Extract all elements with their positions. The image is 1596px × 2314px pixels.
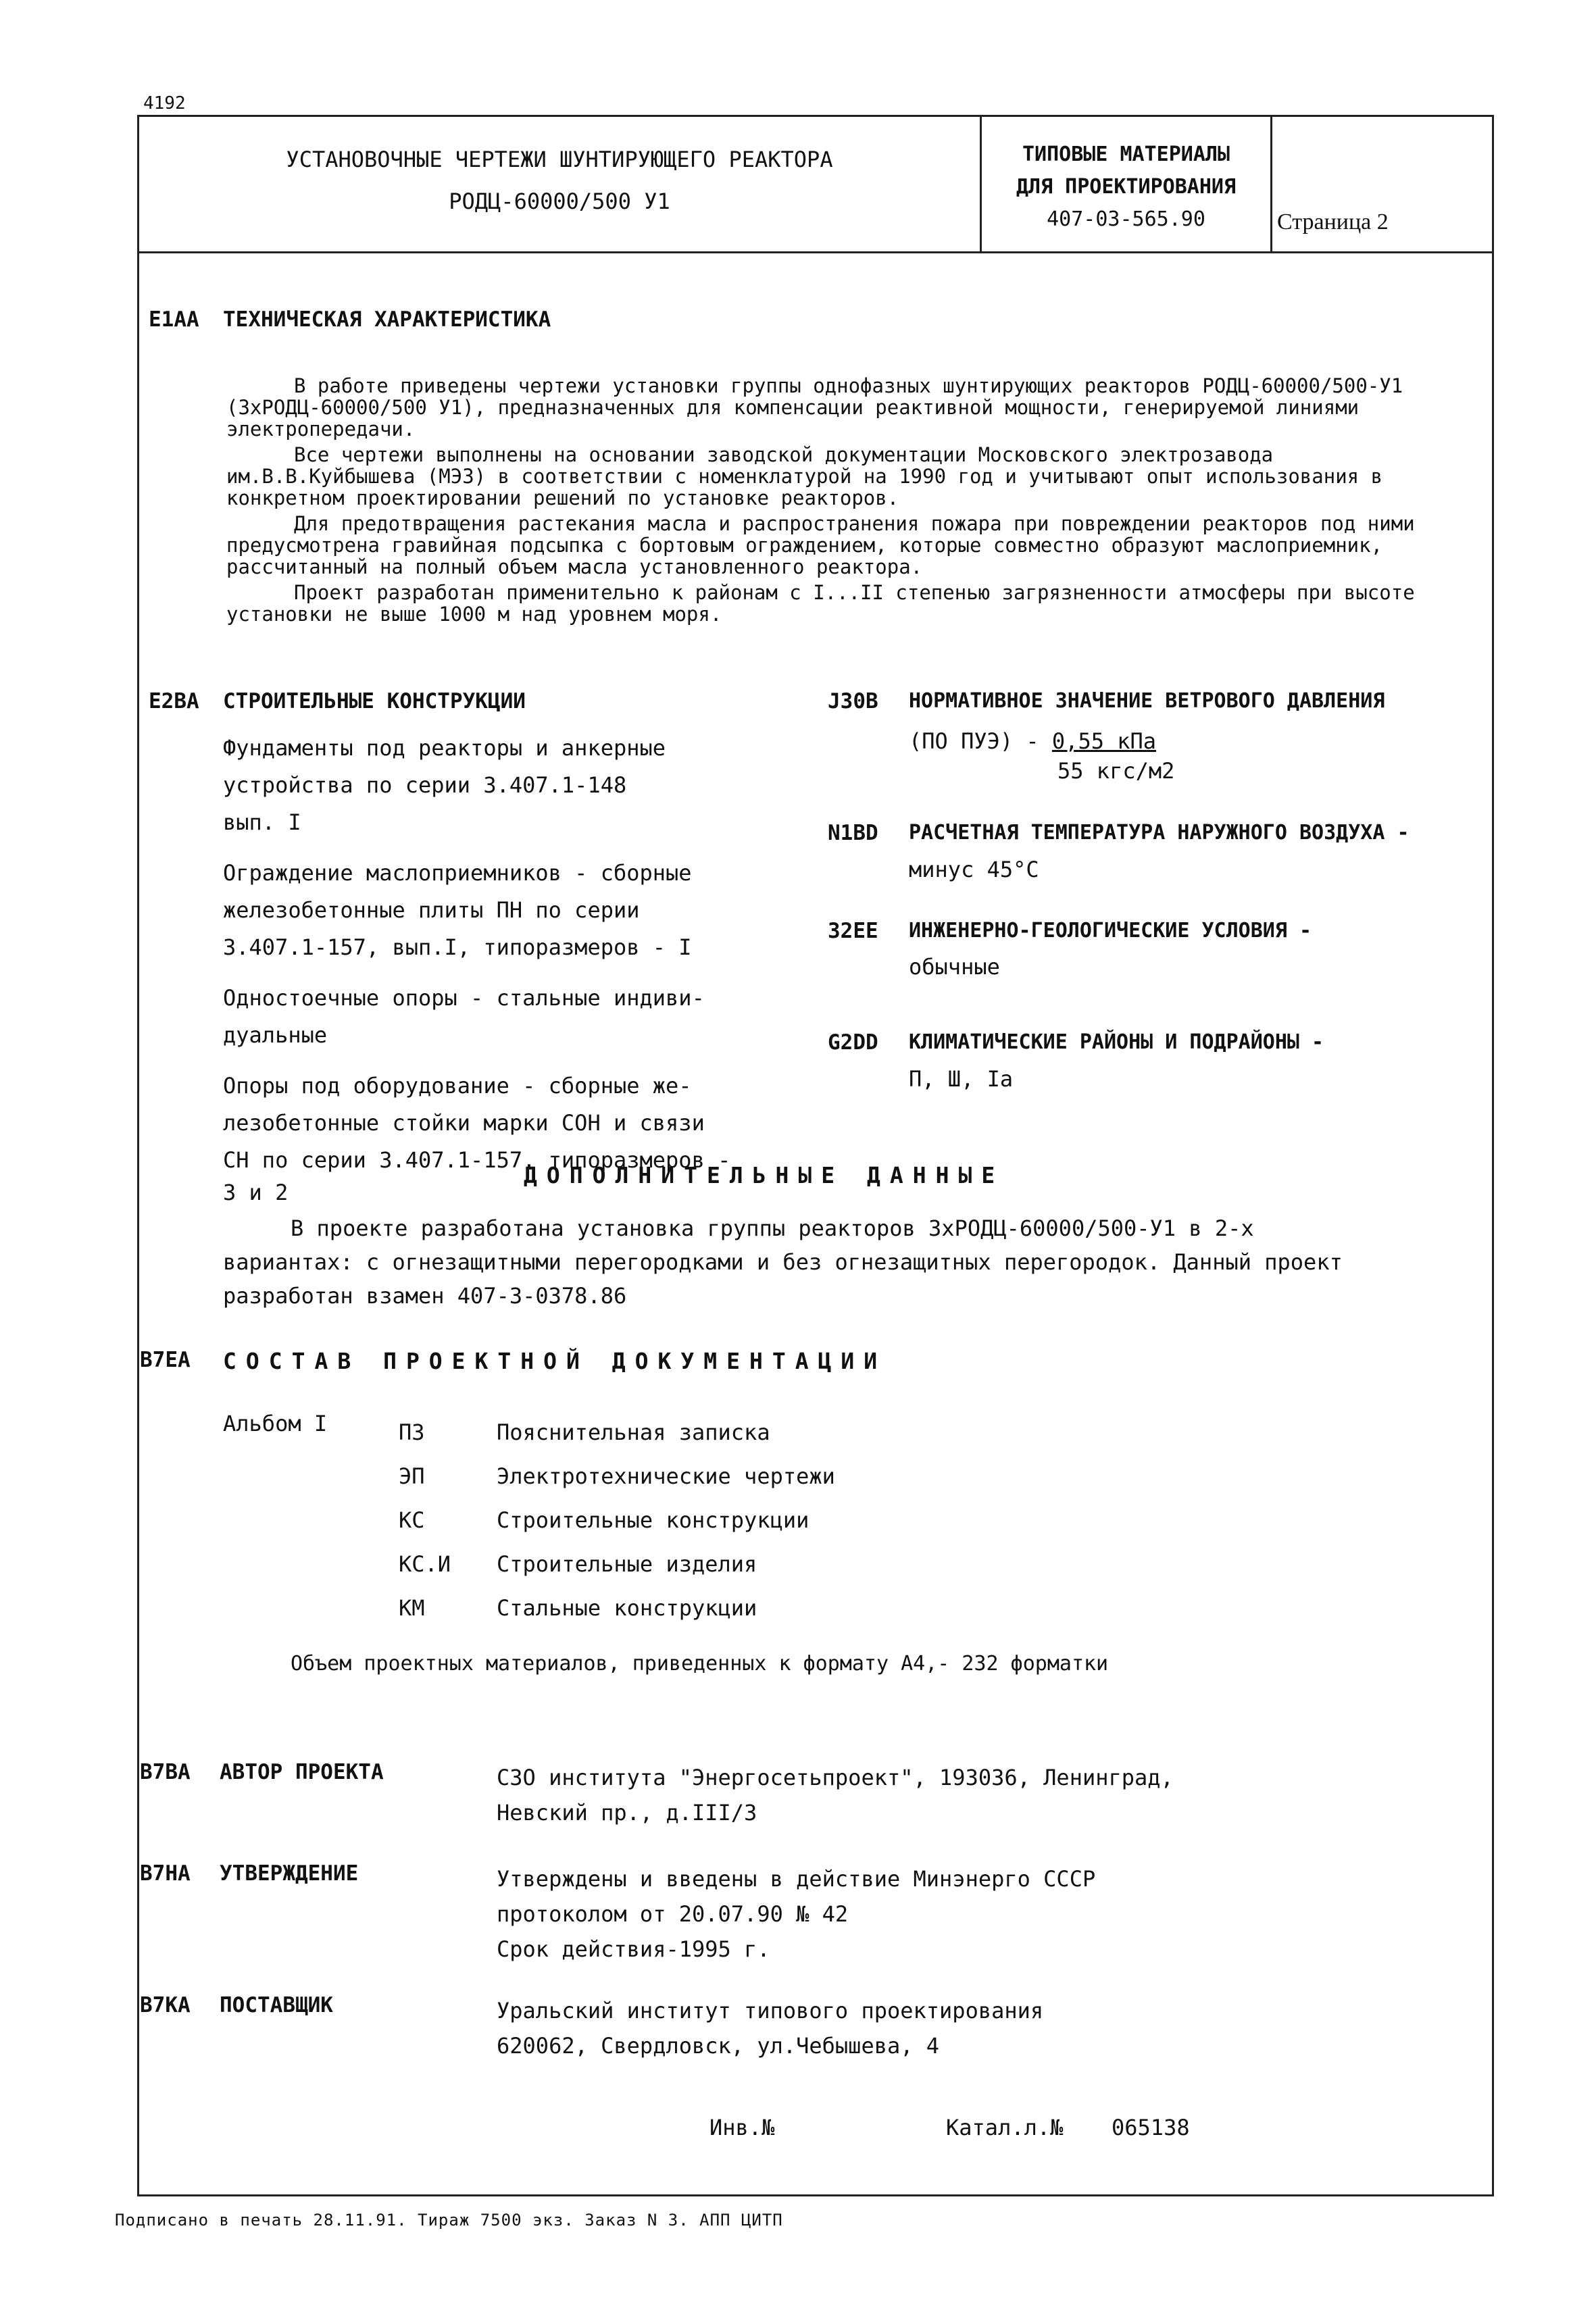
doc-code: ПЗ xyxy=(399,1419,425,1445)
construct-line: вып. I xyxy=(223,809,301,835)
wind-title: НОРМАТИВНОЕ ЗНАЧЕНИЕ ВЕТРОВОГО ДАВЛЕНИЯ xyxy=(909,689,1385,713)
supplier-line-2: 620062, Свердловск, ул.Чебышева, 4 xyxy=(497,2033,940,2059)
approval-body xyxy=(497,1861,1095,1967)
approval-line-1: Утверждены и введены в действие Минэнерго СССР xyxy=(497,1866,1096,1892)
header-title-line1: УСТАНОВОЧНЫЕ ЧЕРТЕЖИ ШУНТИРУЮЩЕГО РЕАКТОРА xyxy=(286,147,833,172)
inventory-label: Инв.№ xyxy=(709,2115,775,2140)
construct-line: дуальные xyxy=(223,1022,328,1048)
page-corner-number: 4192 xyxy=(143,93,186,114)
approval-line-3: Срок действия-1995 г. xyxy=(497,1936,770,1962)
temp-title: РАСЧЕТНАЯ ТЕМПЕРАТУРА НАРУЖНОГО ВОЗДУХА - xyxy=(909,821,1410,845)
construct-line: Фундаменты под реакторы и анкерные xyxy=(223,735,666,761)
extra-line-3: разработан взамен 407-3-0378.86 xyxy=(223,1283,627,1309)
climate-code: G2DD xyxy=(828,1030,878,1055)
temp-value: минус 45°С xyxy=(909,857,1039,882)
album-label: Альбом I xyxy=(223,1411,328,1436)
doc-code: КС xyxy=(399,1507,425,1533)
catalog-number: 065138 xyxy=(1112,2115,1190,2140)
print-info: Подписано в печать 28.11.91. Тираж 7500 экз. Заказ N 3. АПП ЦИТП xyxy=(115,2211,783,2230)
approval-code: В7НА xyxy=(140,1861,191,1886)
construct-line: лезобетонные стойки марки СОН и связи xyxy=(223,1110,705,1136)
frame-left xyxy=(137,115,139,2196)
temp-code: N1ВD xyxy=(828,821,878,845)
composition-code: В7ЕА xyxy=(140,1348,191,1372)
doc-code: КС.И xyxy=(399,1551,451,1577)
wind-kgs: 55 кгс/м2 xyxy=(1057,758,1175,784)
doc-name: Стальные конструкции xyxy=(497,1595,757,1621)
typ-line3: 407-03-565.90 xyxy=(1047,207,1205,231)
header-title-line2: РОДЦ-60000/500 У1 xyxy=(449,188,670,214)
catalog-label: Катал.л.№ xyxy=(946,2115,1064,2140)
wind-prefix: (ПО ПУЭ) - xyxy=(909,728,1052,754)
climate-title: КЛИМАТИЧЕСКИЕ РАЙОНЫ И ПОДРАЙОНЫ - xyxy=(909,1030,1324,1054)
tech-body xyxy=(226,375,1449,629)
list-item xyxy=(399,1586,835,1630)
volume-note: Объем проектных материалов, приведенных к формату А4,- 232 форматки xyxy=(291,1652,1109,1676)
frame-right xyxy=(1492,115,1494,2196)
construct-line: 3 и 2 xyxy=(223,1180,289,1205)
list-item xyxy=(399,1411,835,1455)
list-item xyxy=(399,1542,835,1586)
geo-title: ИНЖЕНЕРНО-ГЕОЛОГИЧЕСКИЕ УСЛОВИЯ - xyxy=(909,919,1312,942)
supplier-line-1: Уральский институт типового проектирования xyxy=(497,1998,1044,2023)
doc-code: КМ xyxy=(399,1595,425,1621)
construct-line: 3.407.1-157, вып.I, типоразмеров - I xyxy=(223,934,692,960)
header-bottom-line xyxy=(137,251,1494,253)
approval-line-2: протоколом от 20.07.90 № 42 xyxy=(497,1901,849,1927)
construct-line: Опоры под оборудование - сборные же- xyxy=(223,1073,692,1099)
construct-line: СН по серии 3.407.1-157, типоразмеров - xyxy=(223,1147,731,1173)
doc-code: ЭП xyxy=(399,1463,425,1489)
frame-top xyxy=(137,115,1494,117)
approval-title: УТВЕРЖДЕНИЕ xyxy=(220,1861,359,1886)
composition-list xyxy=(399,1411,835,1630)
supplier-title: ПОСТАВЩИК xyxy=(220,1993,333,2017)
extra-line-1: В проекте разработана установка группы реакторов 3хРОДЦ-60000/500-У1 в 2-х xyxy=(291,1215,1254,1241)
author-line-2: Невский пр., д.III/3 xyxy=(497,1800,757,1826)
construct-title: СТРОИТЕЛЬНЫЕ КОНСТРУКЦИИ xyxy=(223,689,526,713)
tech-paragraph-1: В работе приведены чертежи установки группы однофазных шунтирующих реакторов РОДЦ-60000/500-У1 (3хРОДЦ-60000/500 У1), предназначенных для компенсации реактивной мощности, генерируемой линиями электропередачи. xyxy=(226,374,1403,441)
climate-value: П, Ш, Iа xyxy=(909,1066,1014,1092)
construct-body xyxy=(223,730,831,1206)
supplier-body xyxy=(497,1993,1043,2063)
typ-line2: ДЛЯ ПРОЕКТИРОВАНИЯ xyxy=(1016,175,1237,199)
header-title xyxy=(139,139,980,222)
tech-paragraph-2: Все чертежи выполнены на основании заводской документации Московского электрозавода им.В.В.Куйбышева (МЭЗ) в соответствии с номенклатурой на 1990 год и учитывают опыт использования в конкретном проектировании решений по установке реакторов. xyxy=(226,443,1383,509)
extra-title: ДОПОЛНИТЕЛЬНЫЕ ДАННЫЕ xyxy=(524,1162,1005,1188)
author-title: АВТОР ПРОЕКТА xyxy=(220,1760,384,1784)
construct-line: устройства по серии 3.407.1-148 xyxy=(223,772,627,798)
wind-value-row xyxy=(909,728,1156,754)
extra-body xyxy=(223,1211,1466,1313)
wind-kpa: 0,55 кПа xyxy=(1051,728,1157,754)
geo-value: обычные xyxy=(909,954,1000,980)
wind-code: J30В xyxy=(828,689,878,713)
header-divider-2 xyxy=(1270,115,1272,253)
doc-name: Строительные изделия xyxy=(497,1551,757,1577)
composition-title: СОСТАВ ПРОЕКТНОЙ ДОКУМЕНТАЦИИ xyxy=(223,1348,887,1374)
construct-line: железобетонные плиты ПН по серии xyxy=(223,897,640,923)
supplier-code: В7КА xyxy=(140,1993,191,2017)
frame-bottom xyxy=(137,2194,1494,2196)
construct-line: Одностоечные опоры - стальные индиви- xyxy=(223,985,705,1011)
tech-title: ТЕХНИЧЕСКАЯ ХАРАКТЕРИСТИКА xyxy=(223,307,551,332)
author-body xyxy=(497,1760,1174,1830)
author-code: В7ВА xyxy=(140,1760,191,1784)
tech-paragraph-3: Для предотвращения растекания масла и распространения пожара при повреждении реакторов под ними предусмотрена гравийная подсыпка с бортовым ограждением, которые совместно образуют маслоприемник, рассчитанный на полный объем масла установленного реактора. xyxy=(226,512,1415,578)
list-item xyxy=(399,1455,835,1499)
construct-line: Ограждение маслоприемников - сборные xyxy=(223,860,692,886)
geo-code: З2ЕЕ xyxy=(828,919,878,943)
extra-line-2: вариантах: с огнезащитными перегородками и без огнезащитных перегородок. Данный проект xyxy=(223,1249,1343,1275)
typ-line1: ТИПОВЫЕ МАТЕРИАЛЫ xyxy=(1022,143,1230,166)
tech-paragraph-4: Проект разработан применительно к районам с I...II степенью загрязненности атмосферы при высоте установки не выше 1000 м над уровнем моря. xyxy=(226,581,1415,626)
construct-code: Е2ВА xyxy=(149,689,199,713)
author-line-1: СЗО института "Энергосетьпроект", 193036, Ленинград, xyxy=(497,1765,1174,1790)
page-label: Страница 2 xyxy=(1277,209,1389,234)
tech-code: Е1АА xyxy=(149,307,199,332)
doc-name: Электротехнические чертежи xyxy=(497,1463,835,1489)
doc-name: Строительные конструкции xyxy=(497,1507,809,1533)
header-typ-block xyxy=(982,139,1270,236)
list-item xyxy=(399,1499,835,1542)
doc-name: Пояснительная записка xyxy=(497,1419,770,1445)
